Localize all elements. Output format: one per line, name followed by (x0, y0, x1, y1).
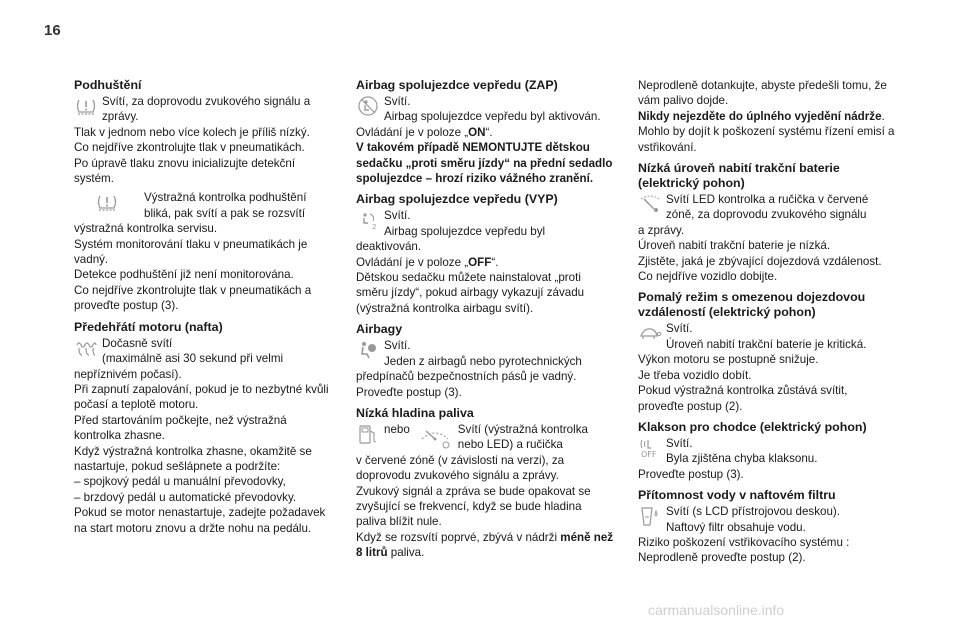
section-airbag-off (356, 192, 614, 316)
tyre-pressure-warning-icon (74, 191, 140, 213)
watermark: carmanualsonline.info (648, 602, 785, 618)
or-label: nebo (384, 422, 410, 436)
passenger-airbag-off-icon (356, 209, 380, 231)
section-low-fuel (356, 406, 614, 561)
fuel-icon-text: Svítí (výstražná kontrolka nebo LED) a ručička (457, 422, 588, 452)
preheat-body: nepříznivém počasí). Při zapnutí zapalování, pokud je to nezbytné kvůli počasí a teplotě motoru. Před startováním počkejte, než výstražná kontrolka zhasne. Když výstražná kontrolka zhasne, okamžitě se nastartuje, pokud sešlápnete a podržíte: – spojkový pedál u manuální převodovky, – brzdový pedál u automatické převodovky. Pokud se motor nenastartuje, zadejte požadavek na start motoru znovu a držte nohu na pedálu. (74, 367, 329, 535)
airbag-on-icon-text: Svítí. Airbag spolujezdce vepředu byl aktivován. (384, 95, 601, 124)
section-title: Nízká úroveň nabití trakční baterie (elektrický pohon) (638, 161, 840, 191)
section-water-in-filter (638, 488, 896, 566)
airbag-off-body: deaktivován. Ovládání je v poloze „OFF“. Dětskou sedačku můžete nainstalovat „proti směru jízdy“, pokud airbagy vykazují závadu (výstražná kontrolka airbagu svítí). (356, 240, 585, 315)
battery-body: a zprávy. Úroveň nabití trakční baterie je nízká. Zjistěte, jaká je zbývající dojezdová vzdálenost. Co nejdříve vozidlo dobijte. (638, 223, 882, 284)
horn-off-label: OFF (641, 449, 657, 459)
turtle-icon (638, 322, 662, 344)
fuel-continued-body: Neprodleně dotankujte, abyste předešli tomu, že vám palivo dojde. Nikdy nejezděte do úplného vyjedění nádrže. Mohlo by dojít k poškození systému řízení emisí a vstřikování. (638, 79, 895, 154)
section-title: Klakson pro chodce (elektrický pohon) (638, 419, 867, 434)
fuel-gauge-icon (416, 423, 454, 445)
svg-text:2: 2 (372, 223, 377, 232)
horn-body: Proveďte postup (3). (638, 467, 744, 481)
section-low-battery (638, 161, 896, 284)
section-title: Airbagy (356, 322, 403, 337)
airbag-on-warning: V takovém případě NEMONTUJTE dětskou sedačku „proti směru jízdy“ na přední sedadlo spolujezdce – hrozí riziko vážného zranění. (356, 141, 613, 186)
battery-gauge-icon (638, 193, 662, 215)
passenger-airbag-on-icon (356, 95, 380, 117)
airbags-icon-text: Svítí. Jeden z airbagů nebo pyrotechnických (384, 339, 582, 368)
slow-icon-text: Svítí. Úroveň nabití trakční baterie je kritická. (666, 322, 867, 351)
page-number: 16 (44, 22, 61, 39)
tyre-body1: Tlak v jednom nebo více kolech je příliš nízký. Co nejdříve zkontrolujte tlak v pneumatikách. Po úpravě tlaku znovu inicializujte detekční systém. (74, 125, 310, 186)
section-title: Podhuštění (74, 78, 142, 92)
horn-icon-text: Svítí. Byla zjištěna chyba klaksonu. (666, 436, 818, 466)
column-3 (638, 78, 896, 572)
preheat-coil-icon (74, 337, 98, 359)
section-title: Předehřátí motoru (nafta) (74, 319, 223, 334)
slow-body: Výkon motoru se postupně snižuje. Je třeba vozidlo dobít. Pokud výstražná kontrolka zůstává svítit, proveďte postup (2). (638, 353, 848, 413)
section-slow-mode (638, 290, 896, 413)
water-body: Riziko poškození vstřikovacího systému : Neprodleně proveďte postup (2). (638, 535, 850, 565)
battery-icon-text: Svítí LED kontrolka a ručička v červené zóně, za doprovodu zvukového signálu (666, 193, 869, 222)
fuel-body: v červené zóně (v závislosti na verzi), za doprovodu zvukového signálu a zprávy. Zvukový signál a zpráva se bude opakovat se zvyšující se frekvencí, když se bude hladina paliva blížit nule. Když se rozsvítí poprvé, zbývá v nádrži méně než 8 litrů paliva. (356, 453, 614, 560)
column-2 (356, 78, 614, 567)
airbag-off-icon-text: Svítí. Airbag spolujezdce vepředu byl (384, 209, 546, 238)
section-title: Airbag spolujezdce vepředu (ZAP) (356, 78, 558, 92)
tyre-icon1-text: Svítí, za doprovodu zvukového signálu a zprávy. (102, 95, 311, 124)
airbag-on-body: Ovládání je v poloze „ON“. (356, 125, 493, 139)
section-fuel-continued (638, 78, 896, 155)
airbags-body: předpínačů bezpečnostních pásů je vadný. Proveďte postup (3). (356, 370, 577, 399)
preheat-icon-text: Dočasně svítí (maximálně asi 30 sekund při velmi (102, 336, 284, 366)
diesel-filter-icon (638, 505, 662, 527)
section-airbag-on (356, 78, 614, 186)
tyre-pressure-icon (74, 95, 98, 117)
section-title: Nízká hladina paliva (356, 405, 474, 420)
section-title: Airbag spolujezdce vepředu (VYP) (356, 192, 558, 207)
section-preheat (74, 320, 332, 536)
column-1 (74, 78, 332, 542)
water-icon-text: Svítí (s LCD přístrojovou deskou). Naftový filtr obsahuje vodu. (666, 505, 840, 534)
fuel-pump-icon (356, 423, 380, 445)
section-tyre-underinflation (74, 78, 332, 314)
section-pedestrian-horn (638, 420, 896, 482)
section-airbags (356, 322, 614, 400)
section-title: Pomalý režim s omezenou dojezdovou vzdáleností (elektrický pohon) (638, 290, 866, 320)
tyre-body2: výstražná kontrolka servisu. Systém monitorování tlaku v pneumatikách je vadný. Detekce podhuštění již není monitorována. Co nejdříve zkontrolujte tlak v pneumatikách a proveďte postup (3). (74, 222, 312, 313)
tyre-icon2-text: Výstražná kontrolka podhuštění bliká, pak svítí a pak se rozsvítí (144, 191, 307, 220)
pedestrian-horn-off-icon (638, 437, 662, 459)
airbag-icon (356, 339, 380, 361)
section-title: Přítomnost vody v naftovém filtru (638, 488, 836, 503)
